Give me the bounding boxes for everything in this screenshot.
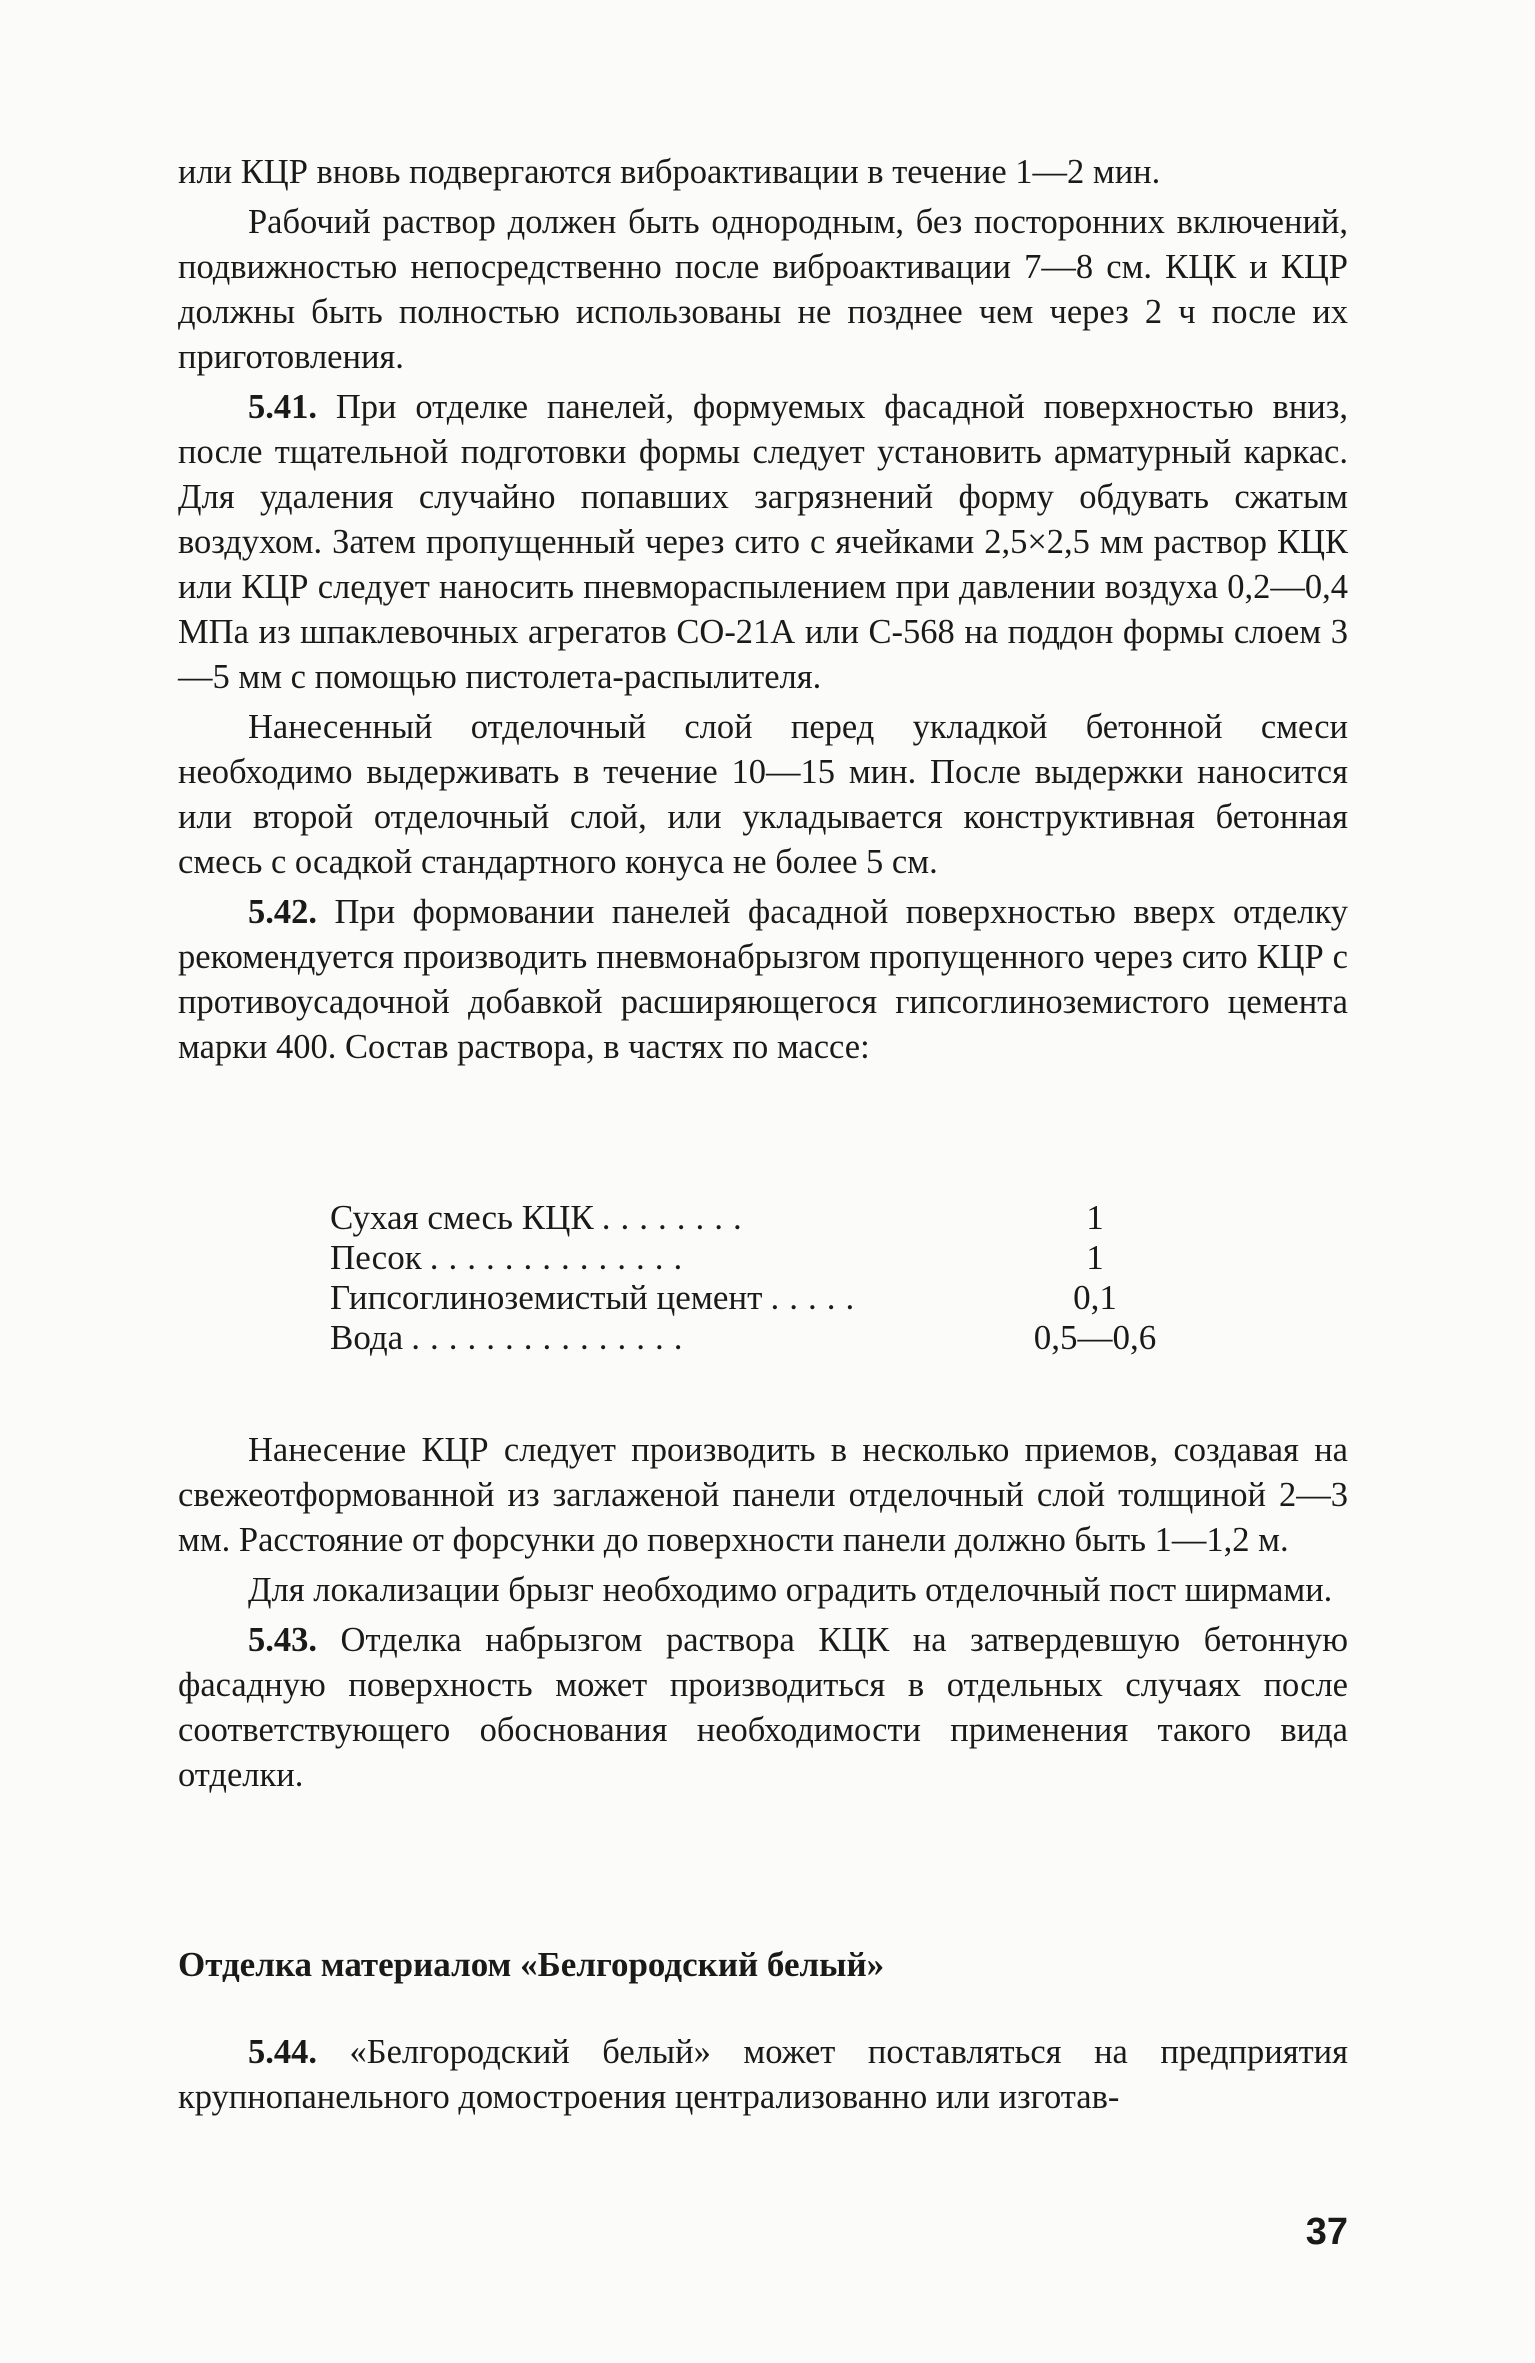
mix-component-value: 0,5—0,6 <box>1033 1318 1157 1357</box>
section-number: 5.41. <box>248 388 317 426</box>
paragraph-continuation: или КЦР вновь подвергаются виброактивации в течение 1—2 мин. <box>178 153 1161 191</box>
section-number: 5.44. <box>248 2033 317 2071</box>
mix-component-value: 0,1 <box>1073 1278 1117 1317</box>
paragraph-finishing-layer: Нанесенный отделочный слой перед укладкой бетонной смеси необходимо выдерживать в течение 10—15 мин. После выдержки наносится или второй отделочный слой, или укладывается конструктивная бетонная смесь с осадкой стандартного конуса не более 5 см. <box>178 708 1348 881</box>
page-number: 37 <box>1305 2211 1348 2253</box>
paragraph-working-solution: Рабочий раствор должен быть однородным, без посторонних включений, подвижностью непосредственно после виброактивации 7—8 см. КЦК и КЦР должны быть полностью использованы не позднее чем через 2 ч после их приготовления. <box>178 203 1348 376</box>
table-row <box>330 1198 1180 1238</box>
mix-component-name: Сухая смесь КЦК <box>330 1198 594 1237</box>
paragraph-text: При отделке панелей, формуемых фасадной поверхностью вниз, после тщательной подготовки формы следует установить арматурный каркас. Для удаления случайно попавших загрязнений форму обдувать сжатым воздухом. Затем пропущенный через сито с ячейками 2,5×2,5 мм раствор КЦК или КЦР следует наносить пневмораспылением при давлении воздуха 0,2—0,4 МПа из шпаклевочных агрегатов СО-21А или С-568 на поддон формы слоем 3—5 мм с помощью пистолета-распылителя. <box>178 388 1348 696</box>
middle-text-block <box>178 1428 1348 1798</box>
section-number: 5.42. <box>248 893 317 931</box>
paragraph-5-44 <box>178 2030 1348 2120</box>
paragraph-application: Нанесение КЦР следует производить в несколько приемов, создавая на свежеотформованной из заглаженой панели отделочный слой толщиной 2—3 мм. Расстояние от форсунки до поверхности панели должно быть 1—1,2 м. <box>178 1431 1348 1559</box>
paragraph-localization: Для локализации брызг необходимо оградить отделочный пост ширмами. <box>248 1571 1333 1609</box>
table-row <box>330 1278 1180 1318</box>
table-row <box>330 1238 1180 1278</box>
paragraph-text: «Белгородский белый» может поставляться на предприятия крупнопанельного домостроения централизованно или изготав- <box>178 2033 1348 2116</box>
paragraph-text: При формовании панелей фасадной поверхностью вверх отделку рекомендуется производить пневмонабрызгом пропущенного через сито КЦР с противоусадочной добавкой расширяющегося гипсоглиноземистого цемента марки 400. Состав раствора, в частях по массе: <box>178 893 1348 1066</box>
section-number: 5.43. <box>248 1621 317 1659</box>
dot-leader: ........ <box>601 1198 752 1237</box>
mix-component-value: 1 <box>1086 1198 1104 1237</box>
mix-component-name: Вода <box>330 1318 404 1357</box>
paragraph-5-43 <box>178 1618 1348 1798</box>
section-heading: Отделка материалом «Белгородский белый» <box>178 1945 885 1984</box>
mix-component-name: Песок <box>330 1238 422 1277</box>
table-row <box>330 1318 1180 1358</box>
mix-component-value: 1 <box>1086 1238 1104 1277</box>
mix-component-name: Гипсоглиноземистый цемент <box>330 1278 763 1317</box>
paragraph-5-42 <box>178 890 1348 1070</box>
paragraph-5-41 <box>178 385 1348 700</box>
dot-leader: .............. <box>429 1238 693 1277</box>
top-text-block <box>178 150 1348 1070</box>
paragraph-text: Отделка набрызгом раствора КЦК на затвердевшую бетонную фасадную поверхность может производиться в отдельных случаях после соответствующего обоснования необходимости применения такого вида отделки. <box>178 1621 1348 1794</box>
dot-leader: ............... <box>411 1318 693 1357</box>
mix-composition-table <box>330 1198 1180 1358</box>
dot-leader: ..... <box>770 1278 865 1317</box>
bottom-text-block <box>178 2030 1348 2120</box>
